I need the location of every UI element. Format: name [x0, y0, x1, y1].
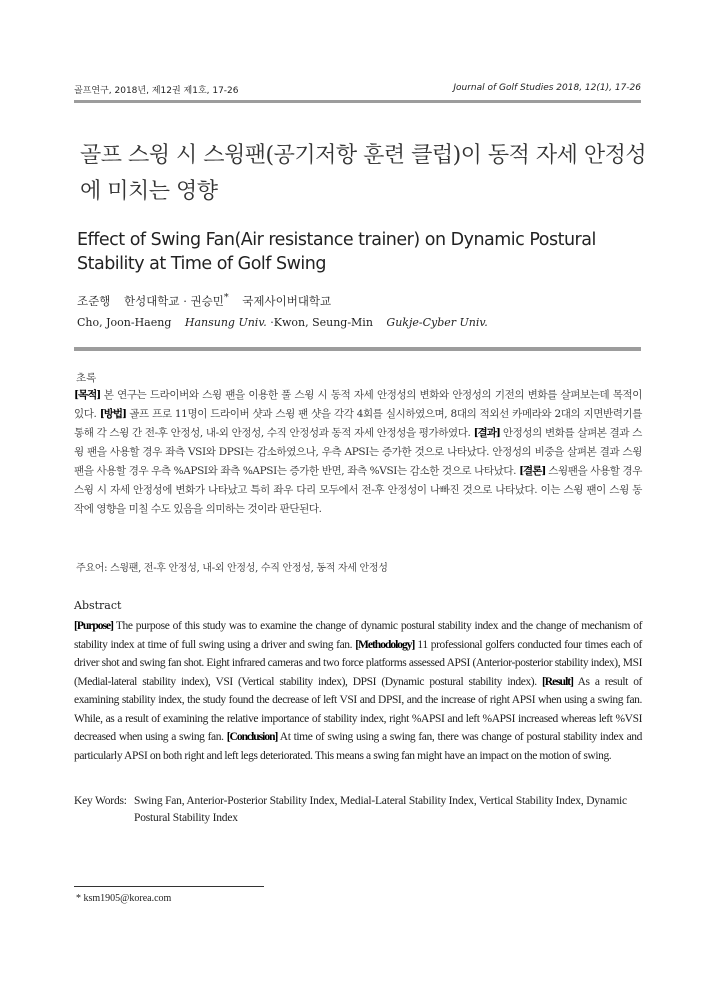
keywords-label-en: Key Words:: [74, 795, 127, 807]
header-journal-ko: 골프연구, 2018년, 제12권 제1호, 17-26: [74, 86, 239, 96]
abstract-english: [74, 617, 642, 765]
keywords-korean: 주요어: 스윙팬, 전-후 안정성, 내-외 안정성, 수직 안정성, 동적 자세 안정성: [76, 563, 388, 574]
tag-purpose-ko: [목적]: [74, 389, 101, 401]
author2-affil-ko: 국제사이버대학교: [242, 293, 332, 308]
tag-conclusion-ko: [결론]: [519, 465, 546, 477]
abstract-korean-label: 초록: [76, 372, 97, 384]
tag-result-ko: [결과]: [473, 427, 500, 439]
title-korean: 골프 스윙 시 스윙팬(공기저항 훈련 클럽)이 동적 자세 안정성에 미치는 영향: [80, 143, 647, 204]
tag-purpose-en: [Purpose]: [74, 620, 113, 632]
author1-name-ko: 조준행: [77, 293, 111, 308]
result-text-ko: 안정성의 변화를 살펴본 결과 스윙 팬을 사용할 경우 좌측 VSI와 DPSI는 감소하였으나, 우측 APSI는 증가한 것으로 나타났다. 안정성의 비중을 살펴본 결과 스윙 팬을 사용할 경우 우측 %APSI와 좌측 %APSI는 증가한 반면, 좌측 %VSI는 감소한 것으로 나타났다.: [74, 427, 642, 477]
authors-korean: [77, 292, 331, 309]
tag-method-ko: [방법]: [99, 408, 126, 420]
author-separator: ·: [183, 293, 187, 308]
author1-affil-ko: 한성대학교: [123, 293, 180, 308]
abstract-english-label: Abstract: [74, 599, 122, 612]
method-text-en: 11 professional golfers conducted four times each of driver shot and swing fan shot. Eight infrared cameras and two force platforms assessed APSI (Anterior-posterior stability index), MSI (Medial-lateral stability index), VSI (Vertical stability index), DPSI (Dynamic postural stability index).: [74, 638, 642, 688]
author1-name-en: Cho, Joon-Haeng: [77, 316, 172, 329]
author1-affil-en: Hansung Univ.: [184, 316, 267, 329]
footnote-email: * ksm1905@korea.com: [76, 893, 172, 904]
keywords-english: [74, 793, 642, 827]
corresponding-mark: *: [223, 292, 229, 303]
purpose-text-en: The purpose of this study was to examine the change of dynamic postural stability index and the change of mechanism of stability index at time of full swing using a driver and swing fan.: [74, 620, 642, 651]
abstract-korean: [74, 386, 642, 519]
section-rule: [74, 347, 641, 351]
authors-english: [77, 316, 488, 329]
tag-conclusion-en: [Conclusion]: [226, 731, 278, 743]
conclusion-text-ko: 스윙팬을 사용할 경우 스윙 시 자세 안정성에 변화가 나타났고 특히 좌우 다리 모두에서 전-후 안정성이 나빠진 것으로 나타났다. 이는 스윙 팬이 스윙 동작에 영향을 미칠 수도 있음을 의미하는 것이라 판단된다.: [74, 465, 642, 515]
footnote-rule: [74, 886, 264, 887]
keywords-value-en: Swing Fan, Anterior-Posterior Stability Index, Medial-Lateral Stability Index, Vertical Stability Index, Dynamic Postural Stability Index: [134, 795, 627, 824]
author2-name-ko: 권승민: [190, 293, 224, 308]
author2-name-en: Kwon, Seung-Min: [273, 316, 373, 329]
purpose-text-ko: 본 연구는 드라이버와 스윙 팬을 이용한 풀 스윙 시 동적 자세 안정성의 변화와 안정성의 기전의 변화를 살펴보는데 목적이 있다.: [74, 389, 642, 420]
title-english: Effect of Swing Fan(Air resistance trainer) on Dynamic Postural Stability at Time of Golf Swing: [77, 230, 596, 274]
conclusion-text-en: At time of swing using a swing fan, there was change of postural stability index and particularly APSI on both right and left legs deteriorated. This means a swing fan might have an impact on the motion of swing.: [74, 731, 643, 762]
header-rule: [74, 100, 641, 103]
tag-method-en: [Methodology]: [355, 638, 415, 651]
author-separator-en: ·: [270, 316, 274, 329]
tag-result-en: [Result]: [541, 675, 573, 688]
result-text-en: As a result of examining stability index, the study found the decrease of left VSI and DPSI, and the increase of right APSI when using a swing fan. While, as a result of examining the relative importance of stability index, right %APSI and left %APSI increased whereas left %VSI decreased when using a swing fan.: [74, 675, 642, 743]
author2-affil-en: Gukje-Cyber Univ.: [386, 316, 488, 329]
method-text-ko: 골프 프로 11명이 드라이버 샷과 스윙 팬 샷을 각각 4회를 실시하였으며, 8대의 적외선 카메라와 2대의 지면반력기를 통해 각 스윙 간 전-후 안정성, 내-외 안정성, 수직 안정성과 동적 자세 안정성을 평가하였다.: [74, 408, 642, 439]
header-journal-en: Journal of Golf Studies 2018, 12(1), 17-26: [453, 83, 641, 93]
